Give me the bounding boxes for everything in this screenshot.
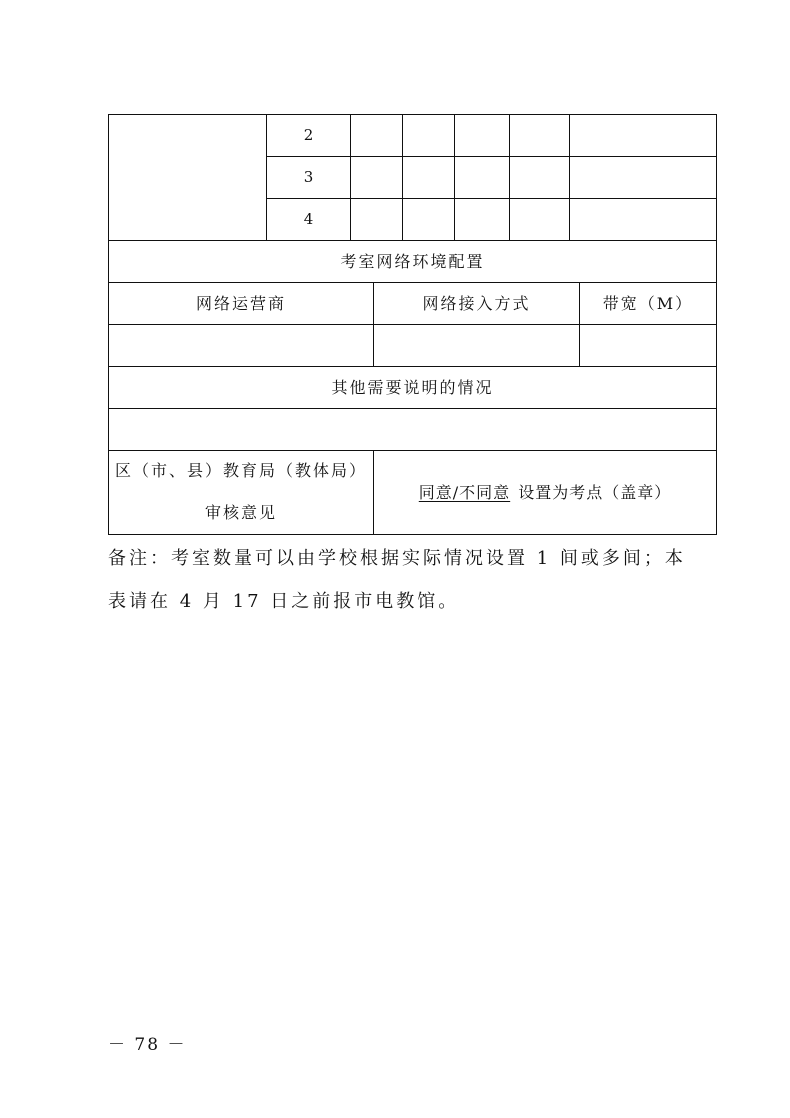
table-line: [108, 534, 716, 535]
access-method-header: 网络接入方式: [422, 293, 531, 313]
table-line: [509, 114, 510, 240]
room-number-cell: 3: [303, 168, 314, 186]
set-as-site-text: 设置为考点（盖章）: [518, 482, 672, 502]
remark-line-2: 表请在 4 月 17 日之前报市电教馆。: [108, 591, 460, 612]
room-number-cell: 4: [303, 210, 314, 228]
table-line: [569, 114, 570, 240]
page-number: － 78 －: [108, 1035, 187, 1055]
review-label-line2: 审核意见: [204, 503, 277, 522]
operator-header: 网络运营商: [195, 293, 286, 313]
bandwidth-header: 带宽（M）: [602, 293, 694, 313]
table-line: [454, 114, 455, 240]
operator-value-cell[interactable]: [109, 325, 373, 366]
review-opinion-cell: [374, 451, 716, 534]
agree-option[interactable]: 同意/不同意: [418, 482, 511, 502]
table-line: [350, 114, 351, 240]
table-line: [108, 114, 716, 115]
other-notes-title: 其他需要说明的情况: [331, 377, 494, 397]
remark-line-1: 备注：考室数量可以由学校根据实际情况设置 1 间或多间；本: [108, 548, 686, 569]
access-method-value-cell[interactable]: [374, 325, 579, 366]
table-line: [402, 114, 403, 240]
review-label-line1: 区（市、县）教育局（教体局）: [114, 461, 367, 480]
room-number-cell: 2: [303, 126, 314, 144]
other-notes-value-cell[interactable]: [109, 409, 716, 450]
bandwidth-value-cell[interactable]: [580, 325, 716, 366]
network-section-title: 考室网络环境配置: [340, 251, 485, 271]
table-line: [716, 114, 717, 535]
